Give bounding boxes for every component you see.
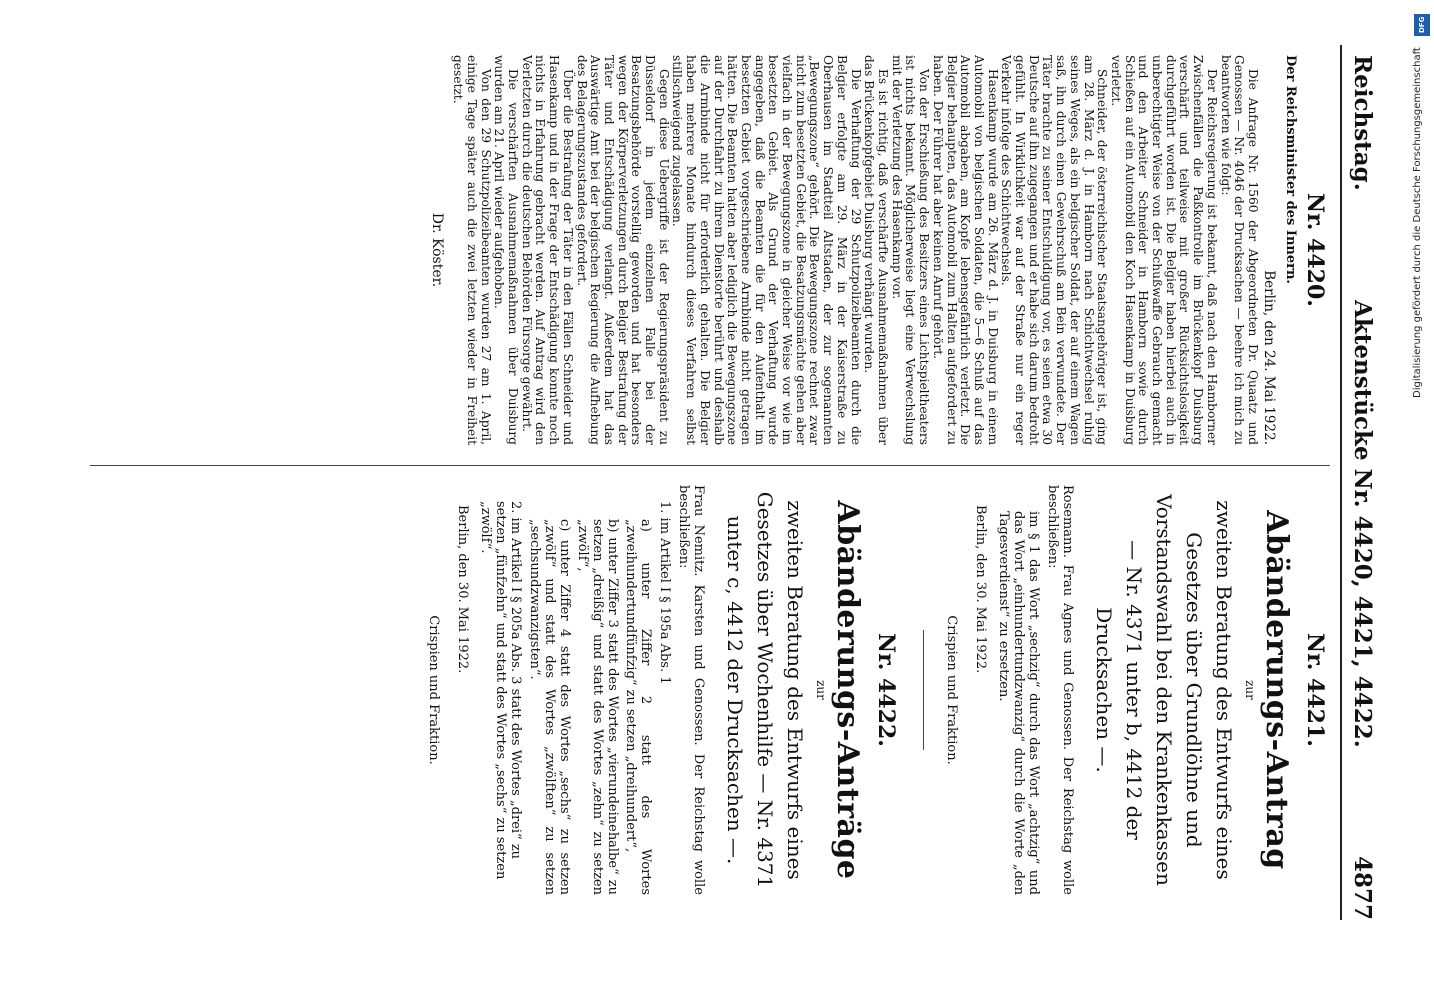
signature-koester: Dr. Köster.: [428, 212, 445, 288]
column-divider: [90, 465, 1330, 466]
heading-abaenderungs-antraege: Abänderungs-Anträge: [830, 500, 865, 880]
subject-4421: zweiten Beratung des Entwurfs eines Gesetzes über Grundlöhne und Vorstandswahl bei den Krankenkassen — Nr. 4371 unter b, 4412 der Drucksachen —.: [1092, 494, 1236, 886]
place-date-4422: Berlin, den 30. Mai 1922.: [455, 505, 470, 674]
paragraph: Schneider, der österreichischer Staatsangehöriger ist, ging am 28. März d. J. in Hamborn nach Schichtwechsel ruhig seines Weges, als ein belgischer Soldat, der auf einem Wagen saß, ihn durch einen Gewehrschuß am Bein verwundete. Der Täter brachte zu seiner Entschuldigung vor, es seien etwa 30 Deutsche auf ihn zugegangen und er habe sich darum bedroht gefühlt. In Wirklichkeit war auf der Straße nur ein reger Verkehr infolge des Schichtwechsels.: [999, 55, 1110, 445]
document-title-4422: Nr. 4422.: [873, 633, 899, 747]
dfg-logo: DFG: [1414, 14, 1430, 36]
paragraph: Die Anfrage Nr. 1560 der Abgeordneten Dr. Quaatz und Genossen — Nr. 4046 der Drucksachen — beehre ich mich zu beantworten wie folgt:: [1218, 55, 1260, 445]
running-header: [1346, 40, 1376, 920]
motion-4421: Rosemann. Frau Agnes und Genossen. Der Reichstag wolle beschließen:: [1045, 485, 1075, 895]
paragraph: Über die Bestrafung der Täter in den Fällen Schneider und Hasenkamp und in der Frage der Entschädigung konnte noch nichts in Erfahrung gebracht werden. Auf Antrag wird den Verletzten durch die deutschen Behörden Fürsorge gewährt.: [519, 55, 575, 445]
paragraph: Der Reichsregierung ist bekannt, daß nach den Hamborner Zwischenfällen die Paßkontrolle im Brückenkopf Duisburg verschärft und teilweise mit großer Rücksichtslosigkeit durchgeführt worden ist. Die Belgier haben hierbei auch in unberechtigter Weise von der Schußwaffe Gebrauch gemacht und den Arbeiter Schneider in Hamborn sowie durch Schießen auf ein Automobil den Koch Hasenkamp in Duisburg verletzt.: [1108, 55, 1219, 445]
paragraph: Die Verhaftung der 29 Schutzpolizeibeamten durch die Belgier erfolgte am 29. März in der Kaiserstraße zu Oberhausen im Stadtteil Altstaden, der zur sogenannten „Bewegungszone“ gehört. Die Bewegungszone rechnet zwar nicht zum besetzten Gebiet, die Besatzungsmächte gehen aber vielfach in der Bewegungszone in gleicher Weise vor wie im besetzten Gebiet. Als Grund der Verhaftung wurde angegeben, daß die Beamten die für den Aufenthalt im besetzten Gebiet vorgeschriebene Armbinde nicht getragen hätten. Die Beamten hatten aber lediglich die Bewegungszone auf der Durchfahrt zu ihrem Dienstorte berührt und deshalb die Armbinde nicht für erforderlich gehalten. Die Belgier haben mehrere Monate hindurch dieses Verfahren selbst stillschweigend zugelassen.: [670, 55, 863, 445]
header-aktenstuecke: Aktenstücke Nr. 4420, 4421, 4422.: [1349, 300, 1376, 748]
motion-subitem-a: a) unter Ziffer 2 statt des Wortes „zweihundertundfünfzig“ zu setzen „dreihundert“,: [623, 519, 653, 895]
motion-4422: Frau Nemitz. Karsten und Genossen. Der Reichstag wolle beschließen:: [676, 485, 706, 895]
signers-4422: Crispien und Fraktion.: [426, 615, 441, 765]
digitization-note: [1412, 8, 1432, 398]
subject-4422: zweiten Beratung des Entwurfs eines Gesetzes über Wochenhilfe — Nr. 4371 unter c, 4412 der Drucksachen —.: [723, 491, 807, 889]
page-number: 4877: [1349, 855, 1376, 920]
paragraph: Gegen diese Uebergriffe ist der Regierungspräsident zu Düsseldorf in jedem einzelnen Falle bei der Besatzungsbehörde vorstellig geworden und hat besonders wegen der Körperverletzungen durch Belgier Bestrafung der Täter und Entschädigung verlangt. Außerdem hat das Auswärtige Amt bei der belgischen Regierung die Aufhebung des Belagerungszustandes gefordert.: [574, 55, 671, 445]
motion-item-4421: im § 1 das Wort „sechzig“ durch das Wort „achtzig“ und das Wort „einhundertundzwanzig“ durch die Worte „den Tagesverdienst“ zu ersetzen.: [996, 511, 1041, 895]
header-reichstag: Reichstag.: [1349, 55, 1376, 191]
motion-subitem-c: c) unter Ziffer 4 statt des Wortes „sechs“ zu setzen „zwölf“ und statt des Wortes „zwölften“ zu setzen „sechsundzwanzigsten“.: [527, 519, 572, 895]
header-rule: [1340, 45, 1342, 920]
dateline-4420: Berlin, den 24. Mai 1922.: [1261, 270, 1277, 445]
zur-label: zur: [1243, 680, 1257, 700]
paragraph: Von den 29 Schutzpolizeibeamten wurden 27 am 1. April, einige Tage später auch die zwei letzten wieder in Freiheit gesetzt.: [451, 55, 493, 445]
heading-abaenderungs-antrag: Abänderungs-Antrag: [1259, 510, 1294, 870]
paragraph: Die verschärften Ausnahmemaßnahmen über Duisburg wurden am 21. April wieder aufgehoben.: [492, 55, 521, 445]
signers-4421: Crispien und Fraktion.: [944, 615, 959, 765]
document-title-4421: Nr. 4421.: [1302, 633, 1328, 747]
body-text-4420: [451, 55, 1259, 445]
document-title-4420: Nr. 4420.: [1302, 193, 1328, 307]
ministry-line: Der Reichsminister des Innern.: [1283, 55, 1298, 284]
column-left: [94, 55, 1334, 445]
digitization-text: Digitalisierung gefördert durch die Deutsche Forschungsgemeinschaft: [1412, 47, 1423, 398]
motion-subitem-b: b) unter Ziffer 3 statt des Wortes „vierundeinehalbe“ zu setzen „dreißig“ und statt des Wortes „zehn“ zu setzen „zwölf“,: [575, 519, 620, 895]
motion-item-2: 2. im Artikel I § 205a Abs. 3 statt des Wortes „drei“ zu setzen „fünfzehn“ und statt des Wortes „sechs“ zu setzen „zwölf“.: [478, 501, 523, 880]
paragraph: Von der Erschießung des Besitzers eines Lichtspieltheaters ist nichts bekannt. Möglicherweise liegt eine Verwechslung mit der Verletzung des Hasenkamp vor.: [889, 55, 932, 445]
motion-item-1: 1. im Artikel I § 195a Abs. 1: [657, 501, 672, 685]
section-separator: [923, 630, 924, 750]
zur-label: zur: [814, 680, 828, 700]
paragraph: Es ist richtig, daß verschärfte Ausnahmemaßnahmen über das Brückenkopfgebiet Duisburg verhängt wurden.: [862, 55, 891, 445]
column-right: [94, 485, 1334, 895]
place-date-4421: Berlin, den 30. Mai 1922.: [973, 505, 988, 674]
paragraph: Hasenkamp wurde am 26. März d. J. in Duisburg in einem Automobil von belgischen Soldaten, die 5—6 Schuß auf das Automobil abgaben, am Kopfe lebensgefährlich verletzt. Die Belgier behaupten, das Automobil zum Halten aufgefordert zu haben. Der Führer hat aber keinen Anruf gehört.: [930, 55, 1000, 445]
